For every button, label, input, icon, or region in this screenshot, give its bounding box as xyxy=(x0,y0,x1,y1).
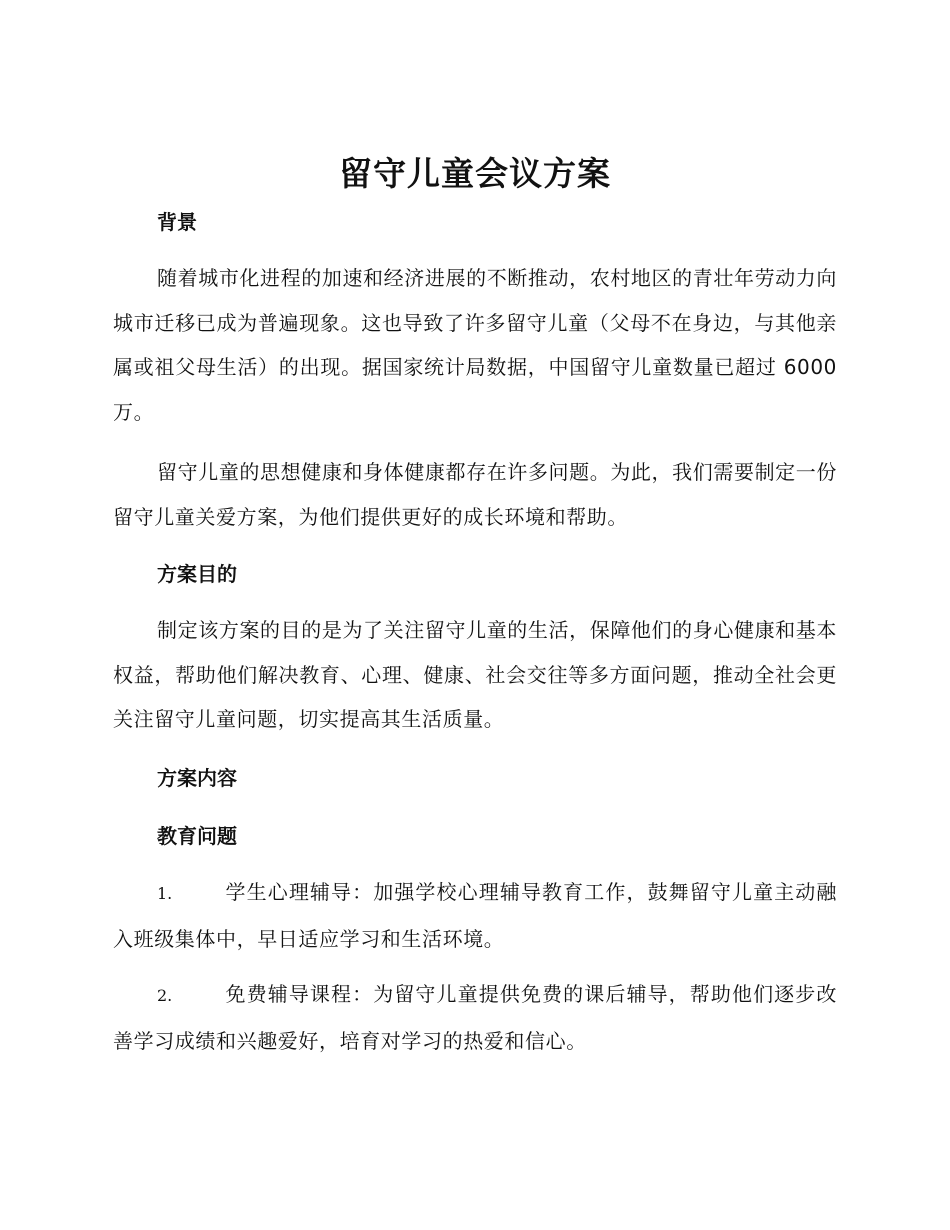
section-heading-background: 背景 xyxy=(157,210,197,234)
list-item xyxy=(113,870,837,961)
purpose-paragraph: 制定该方案的目的是为了关注留守儿童的生活，保障他们的身心健康和基本权益，帮助他们解决教育、心理、健康、社会交往等多方面问题，推动全社会更关注留守儿童问题，切实提高其生活质量。 xyxy=(113,618,837,731)
list-item-number: 2. xyxy=(157,986,173,1005)
subheading-education: 教育问题 xyxy=(157,824,237,848)
list-item-text: 免费辅导课程：为留守儿童提供免费的课后辅导，帮助他们逐步改善学习成绩和兴趣爱好，培育对学习的热爱和信心。 xyxy=(113,982,837,1053)
background-paragraph-1: 随着城市化进程的加速和经济进展的不断推动，农村地区的青壮年劳动力向城市迁移已成为普遍现象。这也导致了许多留守儿童（父母不在身边，与其他亲属或祖父母生活）的出现。据国家统计局数据，中国留守儿童数量已超过 6000 万。 xyxy=(113,266,837,424)
list-item-number: 1. xyxy=(157,884,173,903)
section-heading-content: 方案内容 xyxy=(157,766,237,790)
list-item-text: 学生心理辅导：加强学校心理辅导教育工作，鼓舞留守儿童主动融入班级集体中，早日适应学习和生活环境。 xyxy=(113,880,837,951)
section-heading-purpose: 方案目的 xyxy=(157,562,237,586)
document-title: 留守儿童会议方案 xyxy=(339,154,611,193)
list-item xyxy=(113,972,837,1063)
background-paragraph-2: 留守儿童的思想健康和身体健康都存在许多问题。为此，我们需要制定一份留守儿童关爱方案，为他们提供更好的成长环境和帮助。 xyxy=(113,460,837,529)
